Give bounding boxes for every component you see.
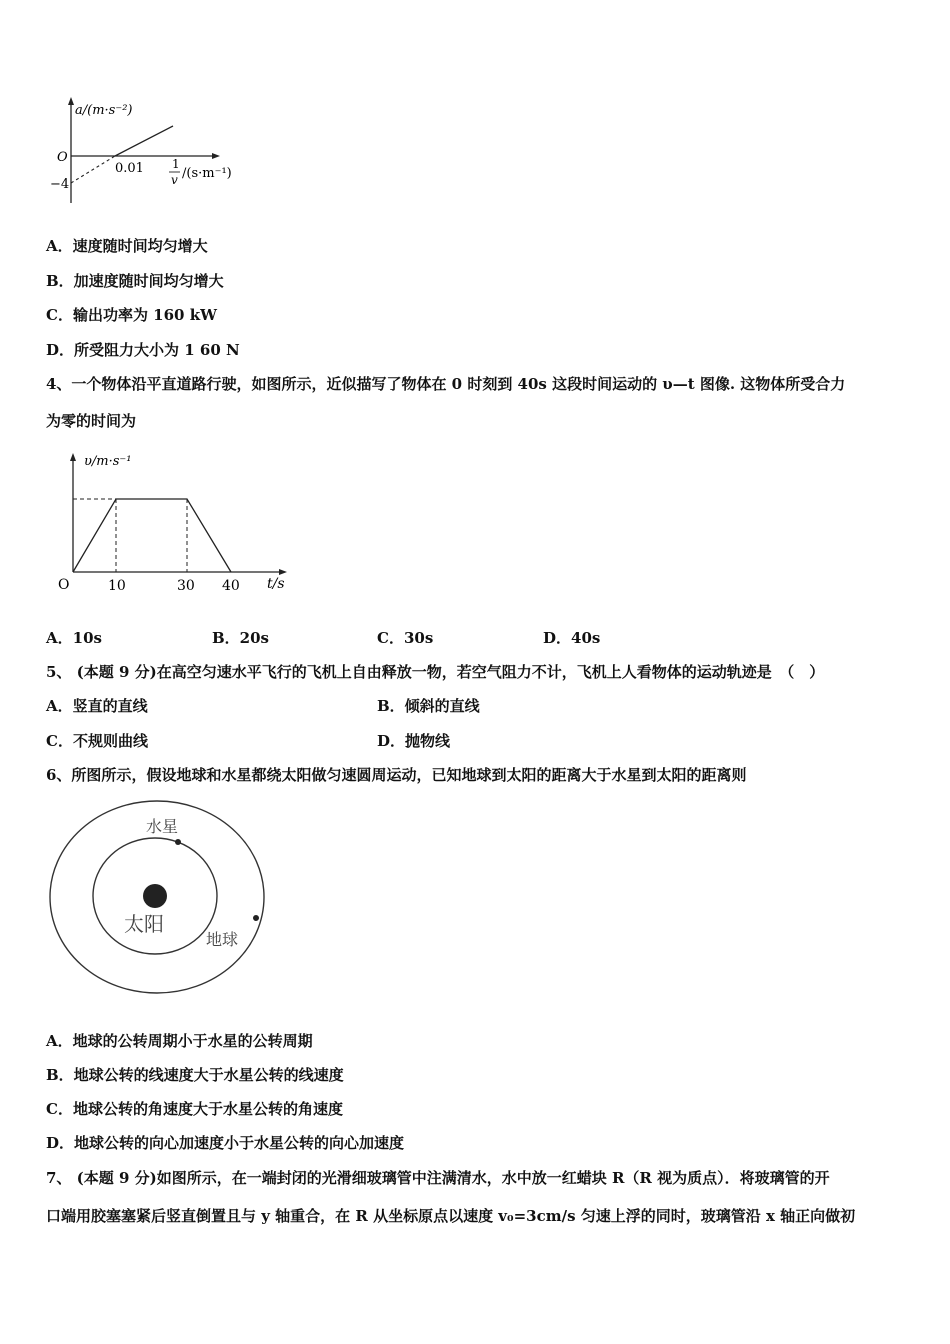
q4-text-line2: 为零的时间为: [46, 412, 137, 430]
q4-option-b: B．20s: [212, 629, 269, 647]
q5-option-a: A．竖直的直线: [46, 697, 148, 715]
y-axis-label: a/(m·s⁻²): [75, 103, 133, 118]
origin-label: O: [57, 150, 68, 165]
q4-option-c: C．30s: [377, 629, 434, 647]
mercury-label: 水星: [146, 817, 179, 836]
tick-30: 30: [177, 578, 195, 594]
origin-label: O: [58, 577, 70, 593]
acceleration-graph: [40, 95, 260, 205]
earth-dot: [253, 915, 259, 921]
x-label-numerator: 1: [172, 157, 180, 171]
q6-option-c: C．地球公转的角速度大于水星公转的角速度: [46, 1100, 343, 1118]
q4-text-line1: 4、一个物体沿平直道路行驶，如图所示，近似描写了物体在 0 时刻到 40s 这段时间运动的 υ—t 图像. 这物体所受合力: [46, 375, 846, 393]
q4-option-d: D．40s: [543, 629, 601, 647]
q3-option-c: C．输出功率为 160 kW: [46, 306, 217, 324]
earth-label: 地球: [206, 930, 239, 949]
q5-option-c: C．不规则曲线: [46, 732, 148, 750]
q5-text: 5、 (本题 9 分)在高空匀速水平飞行的飞机上自由释放一物，若空气阻力不计，飞机上人看物体的运动轨迹是 （ ）: [46, 663, 825, 681]
q6-option-d: D．地球公转的向心加速度小于水星公转的向心加速度: [46, 1134, 405, 1152]
q6-option-b: B．地球公转的线速度大于水星公转的线速度: [46, 1066, 344, 1084]
x-axis-label: t/s: [267, 576, 285, 592]
x-label-denominator: v: [171, 173, 178, 187]
x-label-unit: /(s·m⁻¹): [182, 166, 232, 181]
neg-tick-label: −4: [50, 177, 70, 192]
sun-icon: [143, 884, 167, 908]
q5-option-d: D．抛物线: [377, 732, 451, 750]
q4-option-a: A．10s: [46, 629, 102, 647]
q3-option-b: B．加速度随时间均匀增大: [46, 272, 224, 290]
tick-40: 40: [222, 578, 240, 594]
x-tick-label: 0.01: [115, 161, 144, 176]
velocity-time-graph: [50, 448, 300, 598]
y-axis-label: υ/m·s⁻¹: [84, 454, 132, 469]
tick-10: 10: [108, 578, 126, 594]
q6-text: 6、所图所示，假设地球和水星都绕太阳做匀速圆周运动，已知地球到太阳的距离大于水星到太阳的距离则: [46, 766, 747, 784]
q6-option-a: A．地球的公转周期小于水星的公转周期: [46, 1032, 313, 1050]
q5-option-b: B．倾斜的直线: [377, 697, 480, 715]
q3-option-d: D．所受阻力大小为 1 60 N: [46, 341, 240, 359]
q7-text-line2: 口端用胶塞塞紧后竖直倒置且与 y 轴重合，在 R 从坐标原点以速度 v₀=3cm/s 匀速上浮的同时，玻璃管沿 x 轴正向做初: [46, 1207, 856, 1225]
mercury-dot: [175, 839, 181, 845]
sun-label: 太阳: [124, 912, 164, 936]
q7-text-line1: 7、 (本题 9 分)如图所示，在一端封闭的光滑细玻璃管中注满清水，水中放一红蜡块 R（R 视为质点）．将玻璃管的开: [46, 1169, 830, 1187]
orbit-diagram: [48, 800, 278, 1000]
q3-option-a: A．速度随时间均匀增大: [46, 237, 208, 255]
